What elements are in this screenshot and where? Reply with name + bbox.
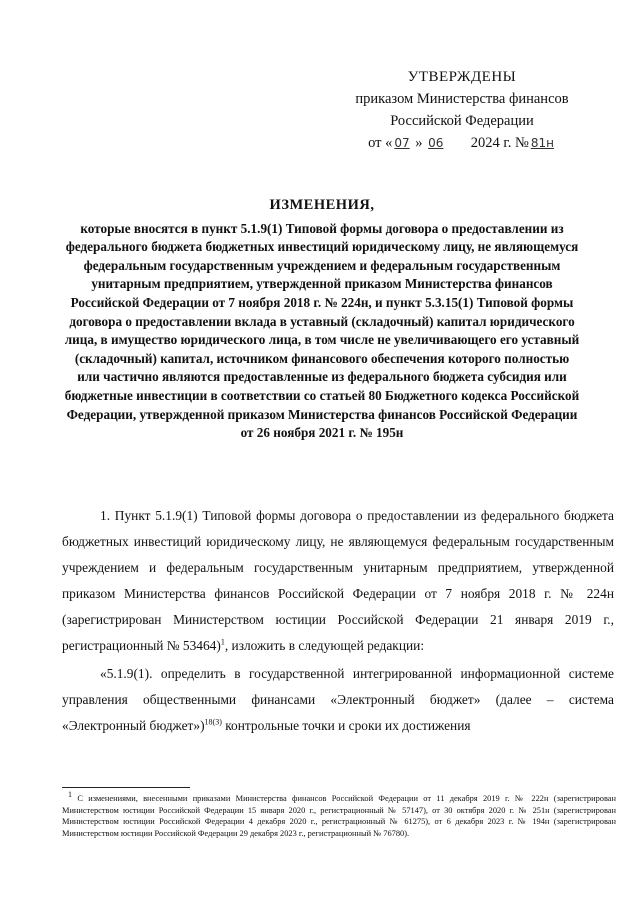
footnote-mark: 1 — [68, 790, 72, 800]
order-number: 81н — [530, 136, 554, 150]
document-body — [62, 503, 614, 739]
footnote-text: С изменениями, внесенными приказами Министерства финансов Российской Федерации от 11 декабря 2019 г. № 222н (зарегистрирован Министерством юстиции Российской Федерации 15 января 2020 г., регистрационный № 57147), от 30 октября 2020 г. № 251н (зарегистрирован Министерством юстиции Российской Федерации 4 декабря 2020 г., регистрационный № 61275), от 6 декабря 2023 г. № 194н (зарегистрирован Министерством юстиции Российской Федерации 29 декабря 2023 г., регистрационный № 76780). — [62, 794, 616, 838]
date-year: 2024 г. № — [470, 135, 529, 151]
approval-line-2: Российской Федерации — [390, 113, 534, 129]
footnote-divider — [62, 787, 190, 788]
date-mid: » — [411, 135, 427, 151]
approval-block — [342, 66, 582, 154]
paragraph-2-text: «5.1.9(1). определить в государственной интегрированной информационной системе управления общественными финансами «Электронный бюджет» (далее – система «Электронный бюджет») — [62, 666, 614, 733]
heading-subtitle: которые вносятся в пункт 5.1.9(1) Типовой формы договора о предоставлении из федерального бюджета бюджетных инвестиций юридическому лицу, не являющемуся федеральным государственным учреждением и федеральным государственным унитарным предприятием, утвержденной приказом Министерства финансов Российской Федерации от 7 ноября 2018 г. № 224н, и пункт 5.3.15(1) Типовой формы договора о предоставлении вклада в уставный (складочный) капитал юридического лица, в имущество юридического лица, в том числе не увеличивающего его уставный (складочный) капитал, источником финансового обеспечения которого полностью или частично являются предоставленные из федерального бюджета субсидия или бюджетные инвестиции в соответствии со статьей 80 Бюджетного кодекса Российской Федерации, утвержденной приказом Министерства финансов Российской Федерации от 26 ноября 2021 г. № 195н — [64, 220, 580, 441]
footnote-ref-18-3: 18(3) — [204, 717, 222, 727]
document-heading — [62, 196, 582, 443]
heading-title: ИЗМЕНЕНИЯ, — [269, 197, 375, 213]
paragraph-1-text: 1. Пункт 5.1.9(1) Типовой формы договора о предоставлении из федерального бюджета бюджетных инвестиций юридическому лицу, не являющемуся федеральным государственным учреждением и федеральным государственным унитарным предприятием, утвержденной приказом Министерства финансов Российской Федерации от 7 ноября 2018 г. № 224н (зарегистрирован Министерством юстиции Российской Федерации 21 января 2019 г., регистрационный № 53464) — [62, 508, 614, 653]
date-prefix: от « — [368, 135, 393, 151]
paragraph-2-tail: контрольные точки и сроки их достижения — [221, 718, 471, 733]
approval-date-line — [342, 132, 582, 154]
paragraph-2 — [62, 661, 614, 739]
approval-line-1: приказом Министерства финансов — [355, 91, 569, 107]
date-month: 06 — [428, 136, 444, 150]
approval-title: УТВЕРЖДЕНЫ — [407, 69, 517, 85]
footnote — [62, 790, 616, 839]
date-day: 07 — [394, 136, 410, 150]
footnote-ref[interactable]: 1 — [220, 637, 225, 647]
paragraph-1 — [62, 503, 614, 659]
paragraph-1-tail: , изложить в следующей редакции: — [224, 638, 425, 653]
